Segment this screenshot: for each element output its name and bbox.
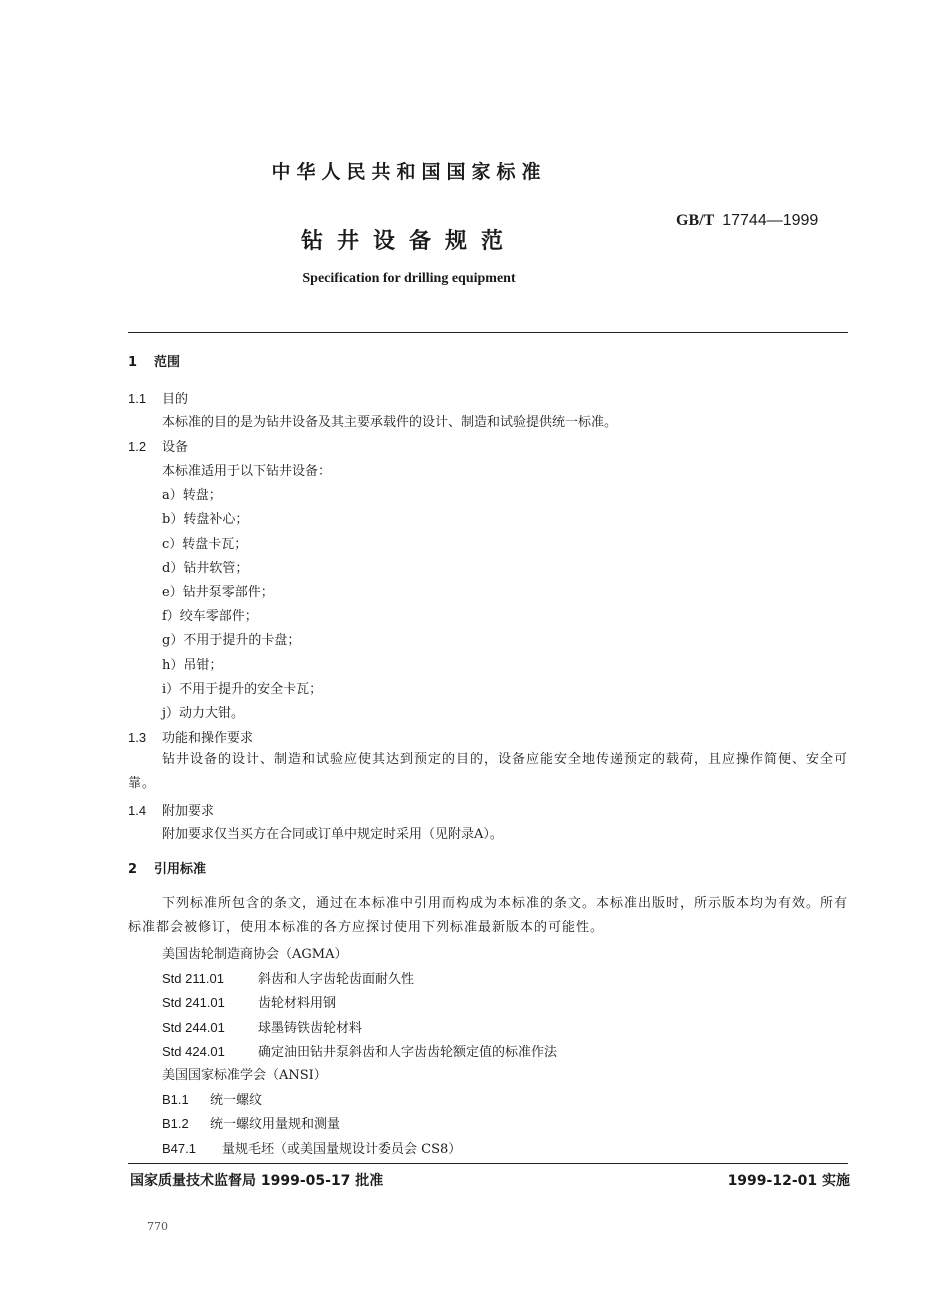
reference-row: Std 241.01 齿轮材料用钢 — [162, 995, 337, 1011]
reference-row: B1.1 统一螺纹 — [162, 1092, 263, 1108]
list-item: h）吊钳； — [162, 658, 223, 673]
agma-organization: 美国齿轮制造商协会（AGMA） — [162, 947, 348, 962]
reference-row: B1.2 统一螺纹用量规和测量 — [162, 1116, 341, 1132]
reference-row: Std 244.01 球墨铸铁齿轮材料 — [162, 1020, 363, 1036]
national-standard-heading: 中华人民共和国国家标准 — [271, 161, 547, 183]
section-1-2-intro: 本标准适用于以下钻井设备： — [162, 464, 332, 479]
page-number: 770 — [147, 1220, 168, 1233]
reference-row: B47.1 量规毛坯（或美国量规设计委员会 CS8） — [162, 1141, 462, 1157]
list-item: f）绞车零部件； — [162, 609, 258, 624]
list-item: d）钻井软管； — [162, 561, 249, 576]
reference-row: Std 424.01 确定油田钻井泵斜齿和人字齿齿轮额定值的标准作法 — [162, 1044, 558, 1060]
list-item: b）转盘补心； — [162, 512, 249, 527]
list-item: g）不用于提升的卡盘； — [162, 633, 301, 648]
issuer-approval: 国家质量技术监督局 1999-05-17 批准 — [130, 1173, 384, 1189]
standard-code-prefix: GB/T — [676, 212, 715, 229]
reference-row: Std 211.01 斜齿和人字齿轮齿面耐久性 — [162, 971, 415, 987]
section-1-heading: 1 范围 — [128, 355, 181, 370]
header-divider — [128, 332, 848, 333]
section-2-heading: 2 引用标准 — [128, 862, 207, 877]
section-1-3-text: 钻井设备的设计、制造和试验应使其达到预定的目的，设备应能安全地传递预定的载荷，且应操作简便、安全可靠。 — [128, 752, 849, 791]
list-item: e）钻井泵零部件； — [162, 585, 274, 600]
section-1-3-heading: 1.3 功能和操作要求 — [128, 730, 254, 746]
footer-divider — [128, 1163, 848, 1164]
effective-date: 1999-12-01 实施 — [727, 1173, 850, 1189]
list-item: a）转盘； — [162, 488, 222, 503]
document-subtitle: Specification for drilling equipment — [302, 271, 516, 286]
list-item: i）不用于提升的安全卡瓦； — [162, 682, 323, 697]
section-1-1-text: 本标准的目的是为钻井设备及其主要承载件的设计、制造和试验提供统一标准。 — [162, 415, 618, 430]
section-2-text: 下列标准所包含的条文，通过在本标准中引用而构成为本标准的条文。本标准出版时，所示版本均为有效。所有标准都会被修订，使用本标准的各方应探讨使用下列标准最新版本的可能性。 — [128, 896, 849, 935]
ansi-organization: 美国国家标准学会（ANSI） — [162, 1068, 327, 1083]
standard-code-number: 17744—1999 — [722, 212, 819, 229]
section-1-2-heading: 1.2 设备 — [128, 439, 189, 455]
list-item: j）动力大钳。 — [162, 706, 245, 721]
list-item: c）转盘卡瓦； — [162, 537, 248, 552]
section-1-1-heading: 1.1 目的 — [128, 391, 189, 407]
section-1-4-text: 附加要求仅当买方在合同或订单中规定时采用（见附录A）。 — [162, 827, 503, 842]
section-1-4-heading: 1.4 附加要求 — [128, 803, 215, 819]
document-title: 钻井设备规范 — [300, 229, 517, 254]
